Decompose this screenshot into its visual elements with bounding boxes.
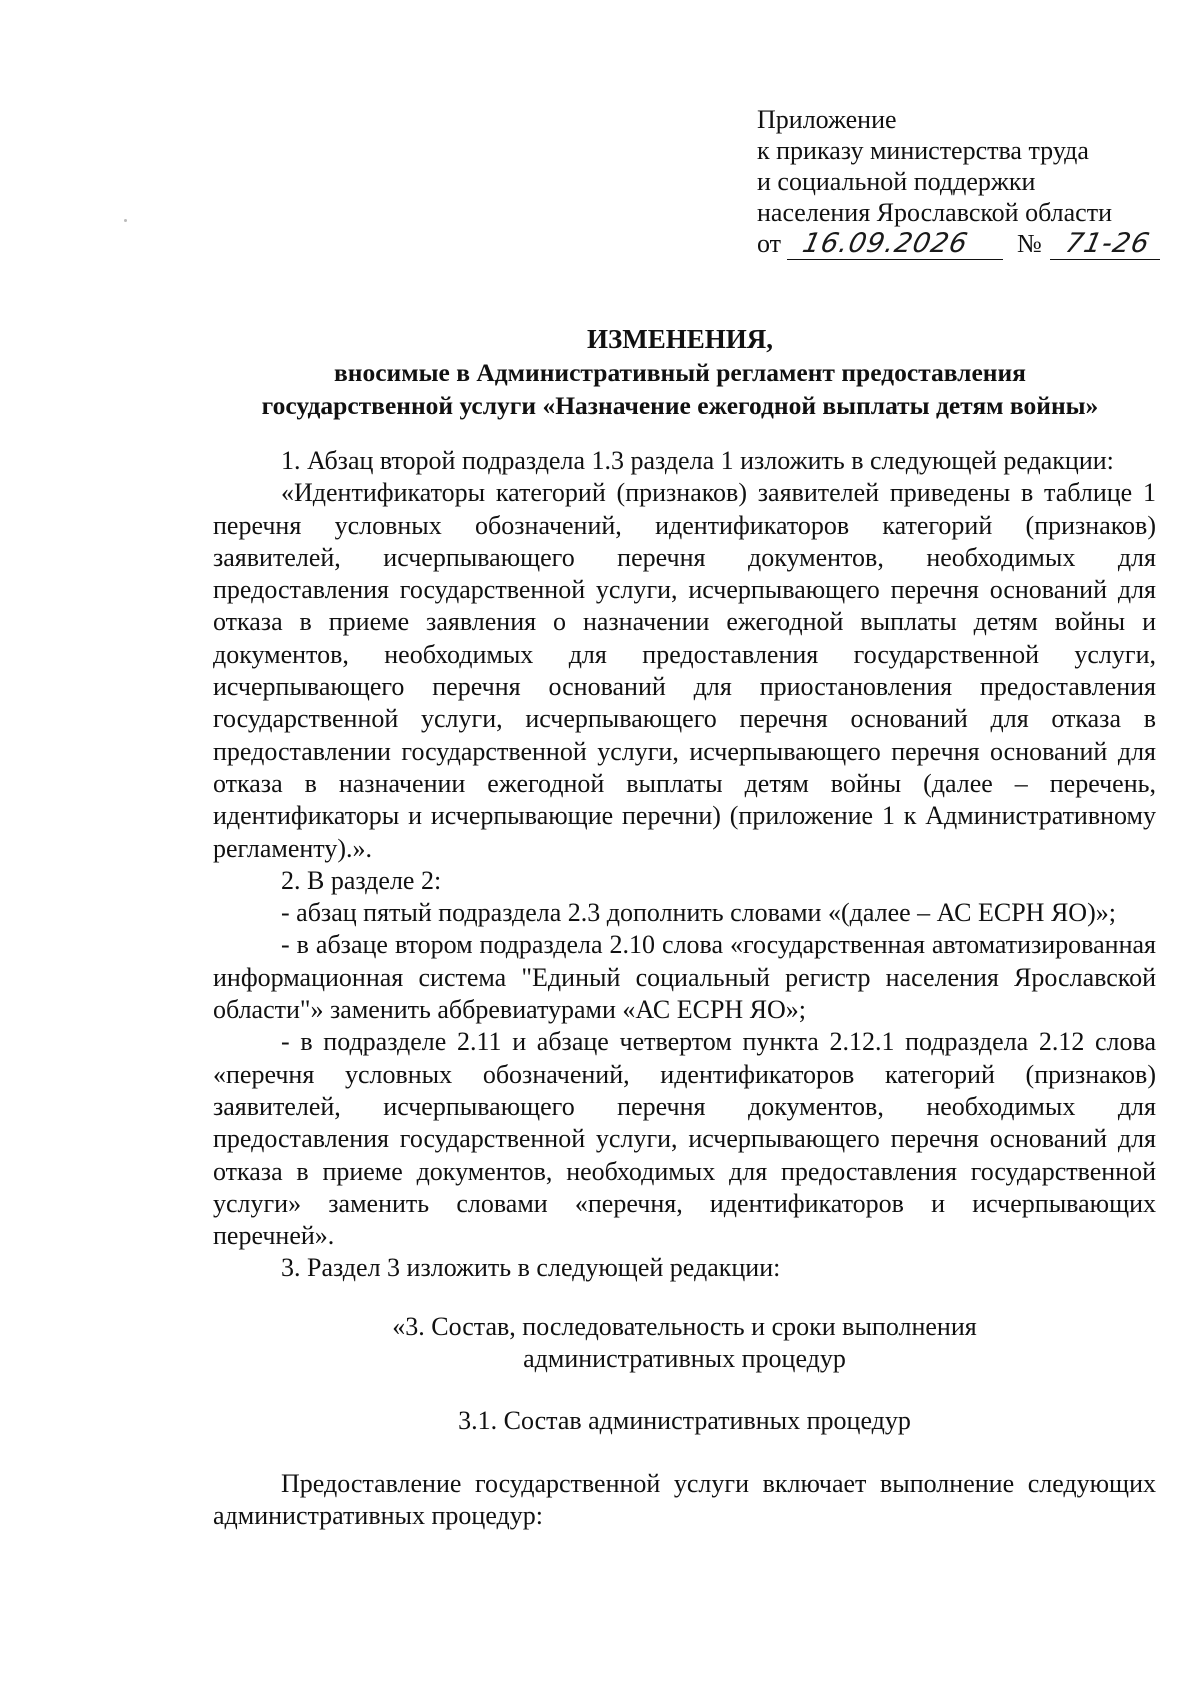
paragraph-item-1: 1. Абзац второй подраздела 1.3 раздела 1 изложить в следующей редакции:	[281, 446, 1114, 475]
approval-header	[757, 104, 1157, 268]
scan-speck	[124, 219, 127, 222]
header-line-appendix: Приложение	[757, 105, 897, 134]
number-blank	[1050, 228, 1160, 260]
date-prefix: от	[757, 229, 782, 258]
paragraph-subitem-2-11: - в подразделе 2.11 и абзаце четвертом пункта 2.12.1 подраздела 2.12 слова «перечня условных обозначений, идентификаторов категорий (признаков) заявителей, исчерпывающего перечня документов, необходимых для предоставления государственной услуги, исчерпывающего перечня оснований для отказа в приеме документов, необходимых для предоставления государственной услуги» заменить словами «перечня, идентификаторов и исчерпывающих перечней».	[213, 1027, 1156, 1251]
handwritten-number: 71-26	[1062, 228, 1153, 259]
title-main: ИЗМЕНЕНИЯ,	[586, 324, 773, 354]
paragraph-subitem-2-10: - в абзаце втором подраздела 2.10 слова «государственная автоматизированная информационная система "Единый социальный регистр населения Ярославской области"» заменить аббревиатурами «АС ЕСРН ЯО»;	[213, 930, 1156, 1025]
paragraph-subitem-2-3: - абзац пятый подраздела 2.3 дополнить словами «(далее – АС ЕСРН ЯО)»;	[281, 898, 1116, 928]
subsection-3-1-heading: 3.1. Состав административных процедур	[458, 1406, 911, 1436]
header-line-support: и социальной поддержки	[757, 167, 1036, 196]
paragraph-quoted-text: «Идентификаторы категорий (признаков) заявителей приведены в таблице 1 перечня условных обозначений, идентификаторов категорий (признаков) заявителей, исчерпывающего перечня документов, необходимых для предоставления государственной услуги, исчерпывающего перечня оснований для отказа в приеме заявления о назначении ежегодной выплаты детям войны и документов, необходимых для предоставления государственной услуги, исчерпывающего перечня оснований для приостановления предоставления государственной услуги, исчерпывающего перечня оснований для отказа в предоставлении государственной услуги, исчерпывающего перечня оснований для отказа в назначении ежегодной выплаты детям войны (далее – перечень, идентификаторы и исчерпывающие перечни) (приложение 1 к Административному регламенту).».	[213, 478, 1156, 863]
section-3-heading-line-1: «3. Состав, последовательность и сроки выполнения	[392, 1311, 977, 1341]
order-date-number-line	[757, 228, 1157, 268]
document-body	[213, 445, 1156, 1532]
handwritten-date: 16.09.2026	[799, 228, 971, 259]
document-title	[200, 323, 1160, 422]
paragraph-item-3: 3. Раздел 3 изложить в следующей редакции:	[281, 1253, 781, 1283]
paragraph-item-2: 2. В разделе 2:	[281, 865, 442, 895]
title-subtitle-line-2: государственной услуги «Назначение ежегодной выплаты детям войны»	[261, 391, 1099, 420]
paragraph-procedures: Предоставление государственной услуги включает выполнение следующих административных процедур:	[213, 1468, 1156, 1530]
header-line-region: населения Ярославской области	[757, 198, 1112, 227]
section-3-heading-line-2: административных процедур	[523, 1344, 846, 1374]
number-sign: №	[1017, 229, 1042, 258]
title-subtitle-line-1: вносимые в Административный регламент предоставления	[334, 358, 1026, 387]
date-blank	[787, 228, 1003, 260]
header-line-order: к приказу министерства труда	[757, 136, 1089, 165]
